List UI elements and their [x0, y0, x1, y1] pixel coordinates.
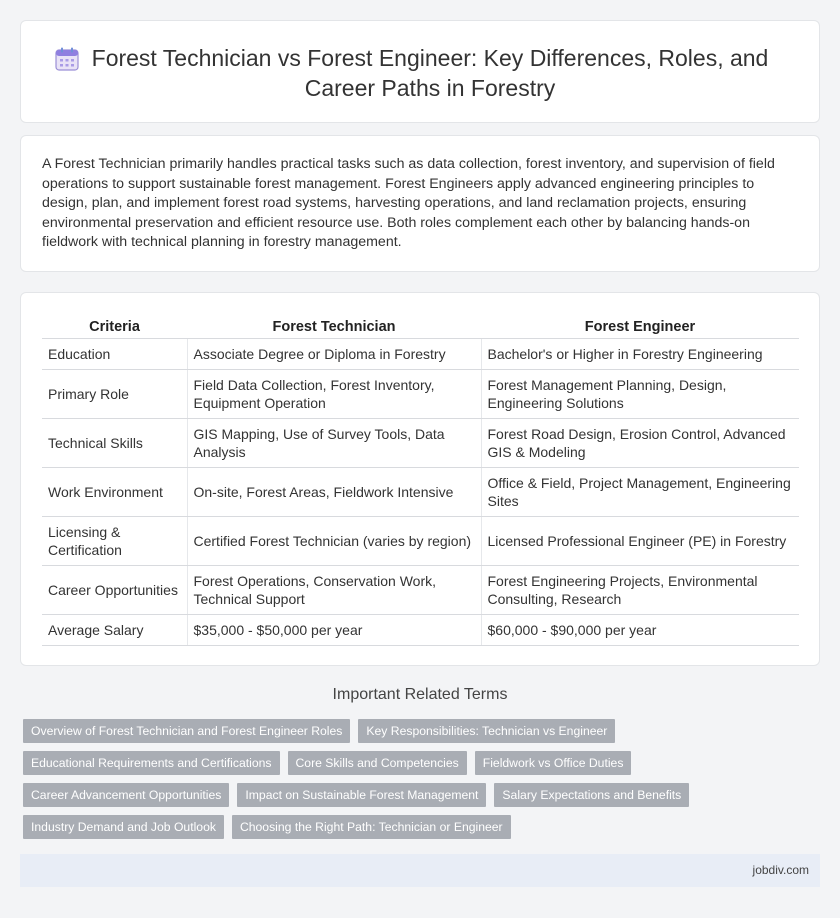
table-cell: Forest Management Planning, Design, Engineering Solutions — [481, 369, 799, 418]
related-term-tag[interactable]: Salary Expectations and Benefits — [494, 783, 689, 807]
table-cell: Career Opportunities — [42, 565, 187, 614]
table-cell: $35,000 - $50,000 per year — [187, 614, 481, 645]
table-cell: Certified Forest Technician (varies by region) — [187, 516, 481, 565]
title-card — [20, 20, 820, 123]
related-terms-list — [23, 719, 823, 847]
intro-paragraph: A Forest Technician primarily handles practical tasks such as data collection, forest inventory, and supervision of field operations to support sustainable forest management. Forest Engineers apply advanced engineering principles to design, plan, and implement forest road systems, harvesting operations, and land reclamation projects, ensuring environmental preservation and efficient resource use. Both roles complement each other by balancing hands-on fieldwork with technical planning in forestry management. — [42, 156, 775, 251]
related-term-tag[interactable]: Fieldwork vs Office Duties — [475, 751, 632, 775]
related-term-tag[interactable]: Industry Demand and Job Outlook — [23, 815, 224, 839]
related-term-tag[interactable]: Choosing the Right Path: Technician or Engineer — [232, 815, 511, 839]
table-cell: On-site, Forest Areas, Fieldwork Intensive — [187, 467, 481, 516]
related-term-tag[interactable]: Overview of Forest Technician and Forest Engineer Roles — [23, 719, 350, 743]
table-cell: Technical Skills — [42, 418, 187, 467]
table-cell: Education — [42, 338, 187, 369]
table-cell: GIS Mapping, Use of Survey Tools, Data Analysis — [187, 418, 481, 467]
table-cell: Primary Role — [42, 369, 187, 418]
footer-bar — [20, 854, 820, 887]
table-row — [42, 338, 799, 369]
table-cell: $60,000 - $90,000 per year — [481, 614, 799, 645]
table-row — [42, 467, 799, 516]
comparison-table — [42, 316, 799, 646]
table-row — [42, 369, 799, 418]
footer-site-link[interactable]: jobdiv.com — [752, 863, 809, 877]
table-cell: Work Environment — [42, 467, 187, 516]
column-header: Criteria — [42, 316, 187, 338]
table-cell: Associate Degree or Diploma in Forestry — [187, 338, 481, 369]
table-cell: Licensing & Certification — [42, 516, 187, 565]
related-term-tag[interactable]: Core Skills and Competencies — [288, 751, 467, 775]
comparison-card — [20, 292, 820, 666]
table-cell: Forest Road Design, Erosion Control, Advanced GIS & Modeling — [481, 418, 799, 467]
related-terms-heading: Important Related Terms — [332, 686, 508, 703]
related-term-tag[interactable]: Career Advancement Opportunities — [23, 783, 229, 807]
table-row — [42, 516, 799, 565]
table-cell: Field Data Collection, Forest Inventory, Equipment Operation — [187, 369, 481, 418]
table-cell: Forest Engineering Projects, Environmental Consulting, Research — [481, 565, 799, 614]
page-title: Forest Technician vs Forest Engineer: Key Differences, Roles, and Career Paths in Forestry — [91, 45, 769, 101]
table-cell: Office & Field, Project Management, Engineering Sites — [481, 467, 799, 516]
intro-card — [20, 135, 820, 272]
related-term-tag[interactable]: Impact on Sustainable Forest Management — [237, 783, 486, 807]
column-header: Forest Technician — [187, 316, 481, 338]
table-row — [42, 418, 799, 467]
table-cell: Average Salary — [42, 614, 187, 645]
table-row — [42, 614, 799, 645]
table-row — [42, 565, 799, 614]
table-header-row — [42, 316, 799, 338]
table-cell: Forest Operations, Conservation Work, Technical Support — [187, 565, 481, 614]
related-term-tag[interactable]: Key Responsibilities: Technician vs Engineer — [358, 719, 615, 743]
table-cell: Bachelor's or Higher in Forestry Engineering — [481, 338, 799, 369]
column-header: Forest Engineer — [481, 316, 799, 338]
related-term-tag[interactable]: Educational Requirements and Certifications — [23, 751, 280, 775]
table-cell: Licensed Professional Engineer (PE) in Forestry — [481, 516, 799, 565]
